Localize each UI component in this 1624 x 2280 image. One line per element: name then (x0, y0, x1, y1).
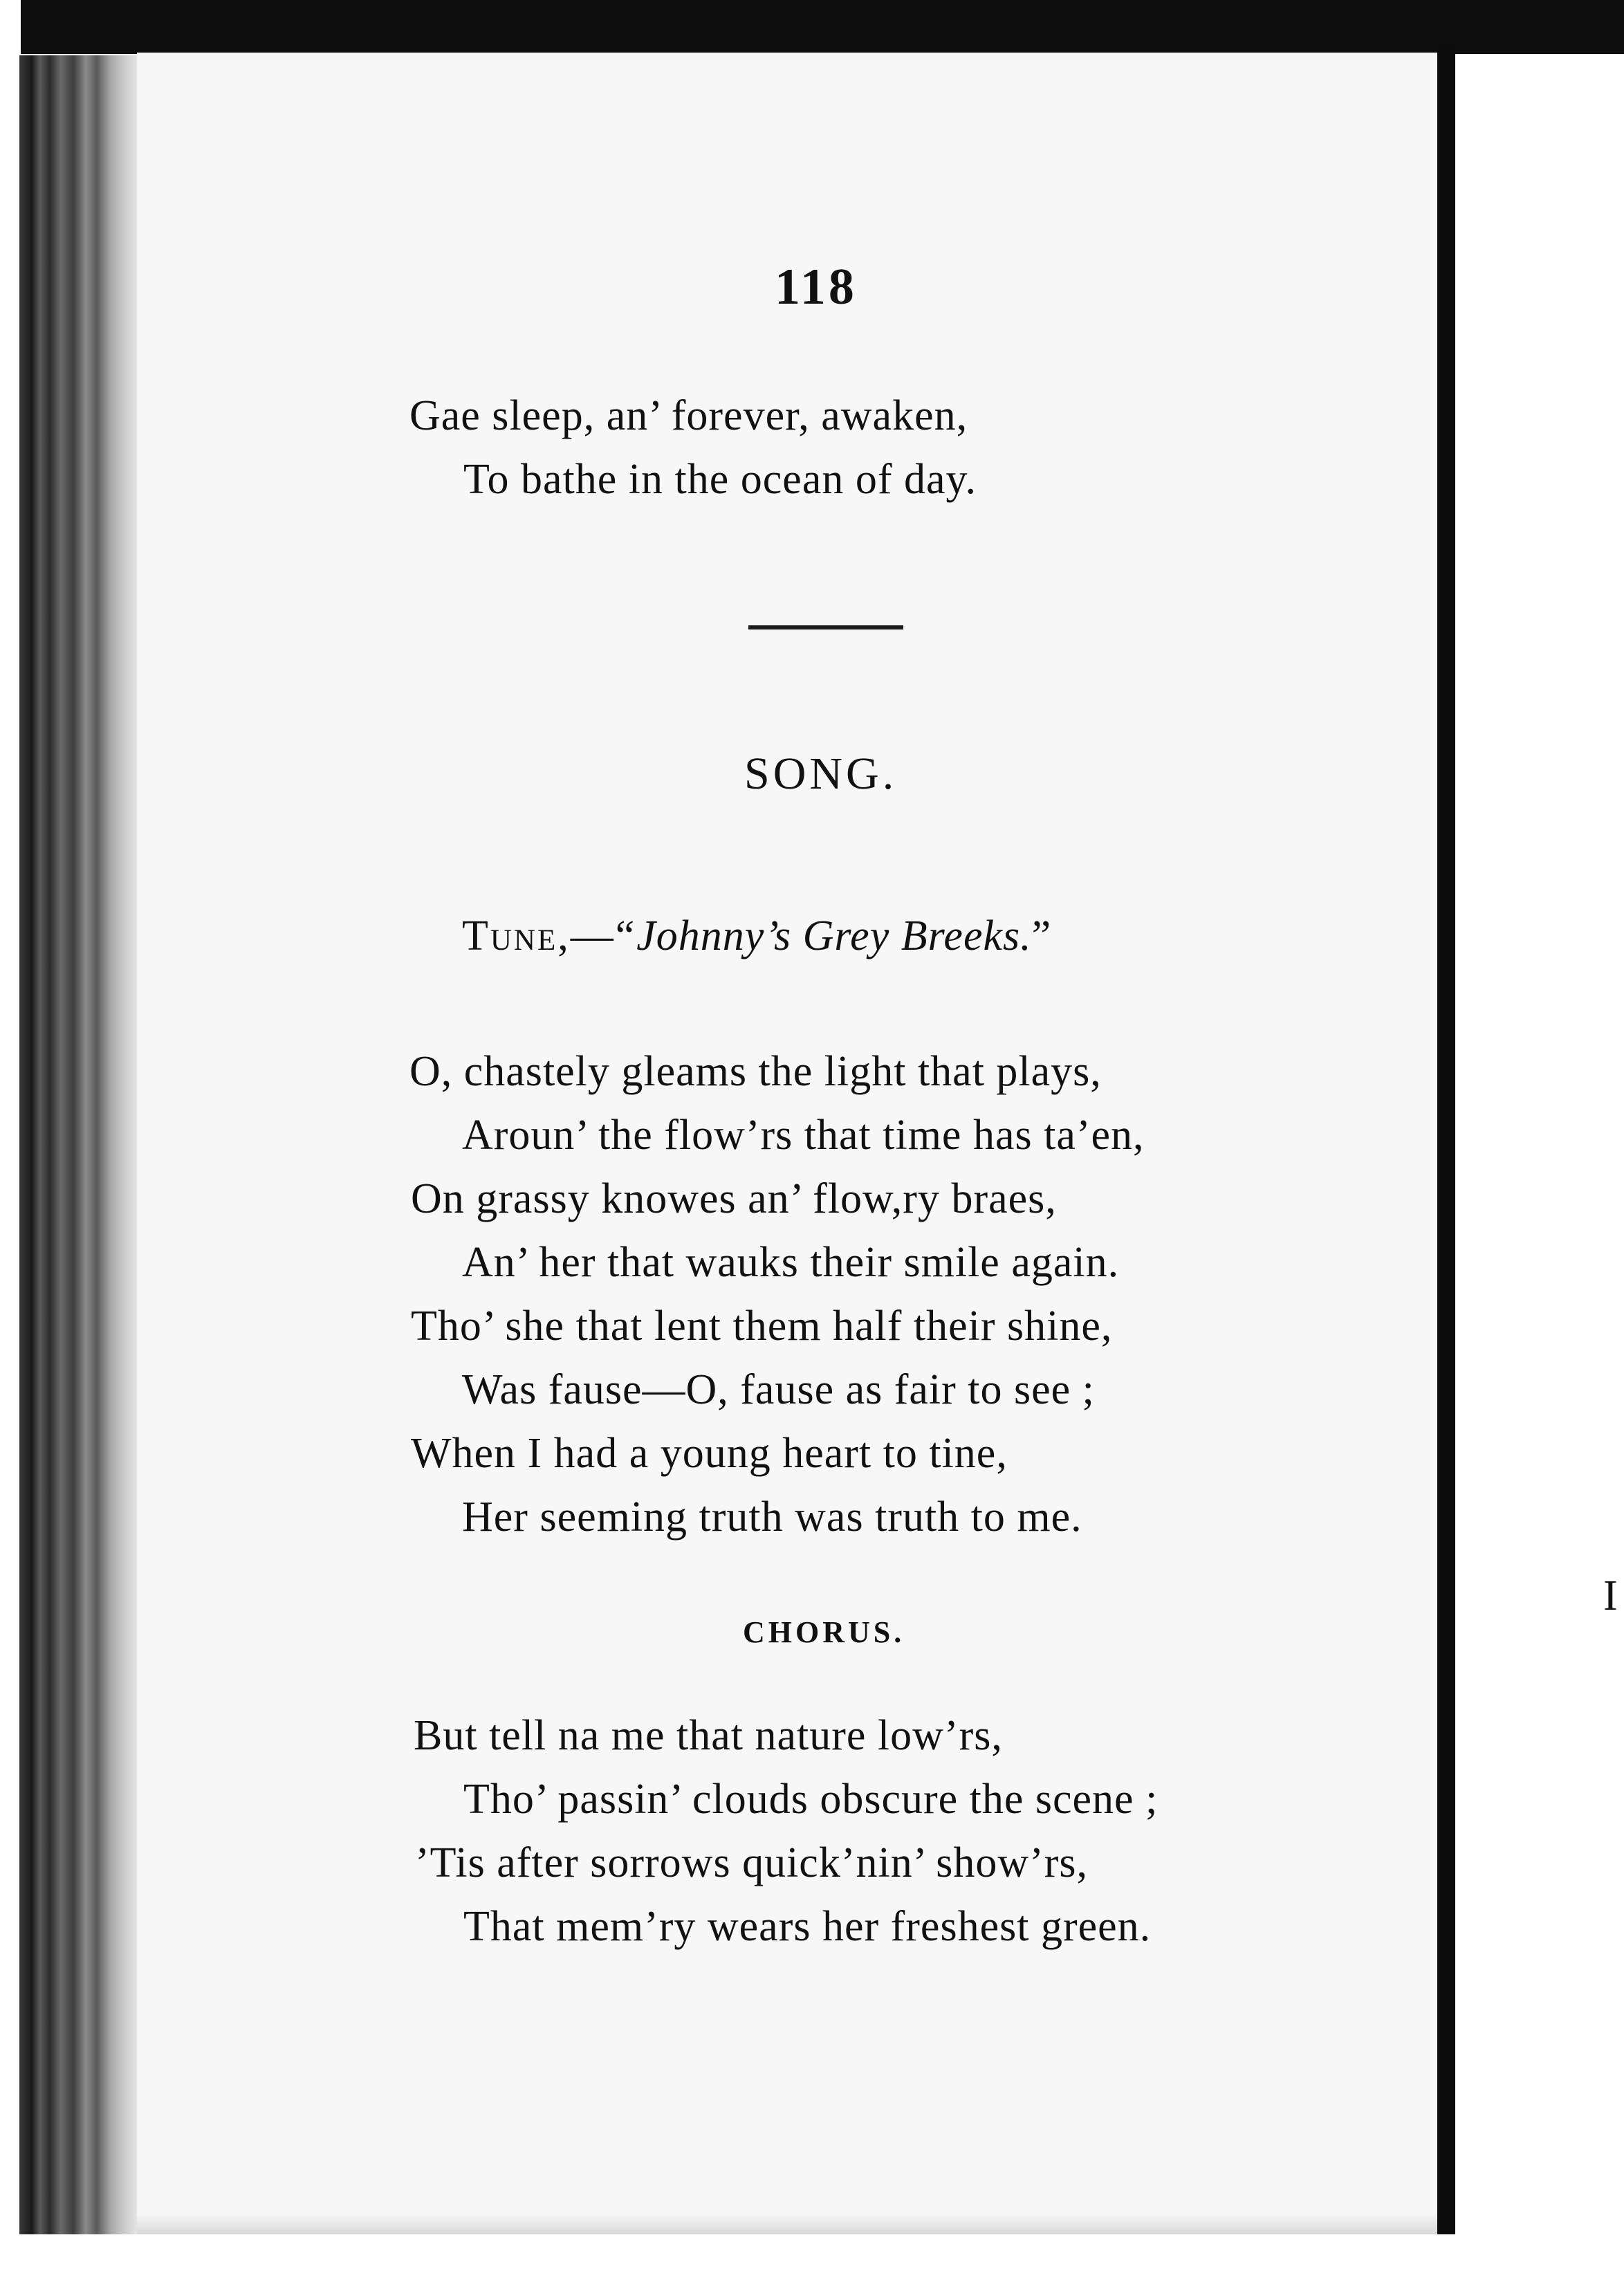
tune-line (462, 914, 1051, 957)
verse-line: O, chastely gleams the light that plays, (409, 1048, 1102, 1095)
scan-border-bottom (0, 2234, 1624, 2280)
chorus-heading: CHORUS. (743, 1615, 905, 1649)
verse-line: On grassy knowes an’ flow,ry braes, (411, 1175, 1057, 1222)
page-bottom-shadow (137, 2214, 1437, 2234)
scan-dark-band-top (21, 0, 1624, 54)
poem-line: To bathe in the ocean of day. (463, 456, 977, 503)
verse-line: When I had a young heart to tine, (411, 1430, 1008, 1477)
facing-page (1455, 54, 1624, 2233)
book-gutter (19, 55, 137, 2234)
page-number: 118 (775, 259, 857, 315)
tune-prefix: Tune,—“ (462, 912, 637, 959)
song-heading: SONG. (744, 748, 898, 799)
verse-line: An’ her that wauks their smile again. (462, 1239, 1120, 1286)
chorus-line: Tho’ passin’ clouds obscure the scene ; (463, 1776, 1159, 1823)
facing-page-letter: I (1603, 1572, 1618, 1619)
chorus-line: ’Tis after sorrows quick’nin’ show’rs, (415, 1839, 1089, 1886)
tune-suffix: ” (1031, 912, 1052, 959)
page-edge-divider (1437, 48, 1455, 2248)
verse-line: Was fause—O, fause as fair to see ; (462, 1366, 1095, 1413)
verse-line: Her seeming truth was truth to me. (462, 1493, 1082, 1541)
section-divider (748, 625, 903, 629)
chorus-line: But tell na me that nature low’rs, (414, 1712, 1003, 1759)
poem-line: Gae sleep, an’ forever, awaken, (409, 392, 968, 439)
verse-line: Tho’ she that lent them half their shine, (411, 1303, 1113, 1350)
chorus-line: That mem’ry wears her freshest green. (463, 1903, 1152, 1950)
verse-line: Aroun’ the flow’rs that time has ta’en, (462, 1112, 1145, 1159)
tune-name: Johnny’s Grey Breeks. (636, 912, 1032, 959)
